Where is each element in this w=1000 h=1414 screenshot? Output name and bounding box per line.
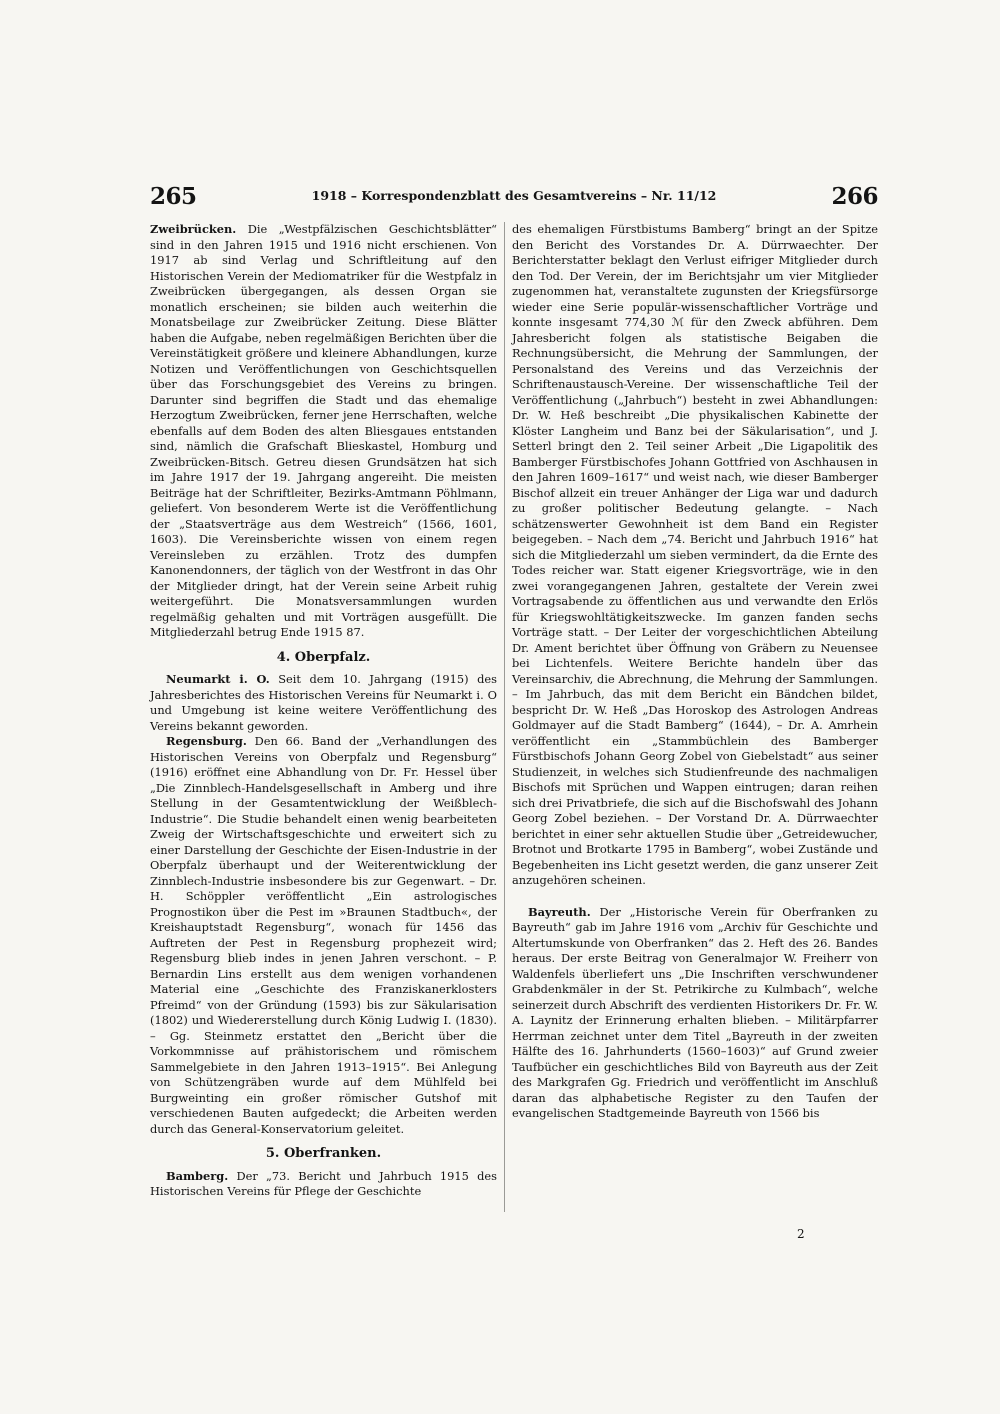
paragraph-regensburg	[150, 734, 497, 1137]
paragraph-zweibruecken	[150, 222, 497, 641]
place-heading: Regensburg.	[166, 734, 247, 748]
paragraph-text: des ehemaligen Fürstbistums Bamberg“ bringt an der Spitze den Bericht des Vorstandes Dr. A. Dürrwaechter. Der Berichterstatter beklagt den Verlust eifriger Mitglieder durch den Tod. Der Verein, der im Berichtsjahr um vier Mitglieder zugenommen hat, veranstaltete zugunsten der Kriegsfürsorge wieder eine Serie populär-wissenschaftlicher Vorträge und konnte insgesamt 774,30 ℳ für den Zweck abführen. Dem Jahresbericht folgen als statistische Beigaben die Rechnungsübersicht, die Mehrung der Sammlungen, der Personalstand des Vereins und das Verzeichnis der Schriftenaustausch-Vereine. Der wissenschaftliche Teil der Veröffentlichung („Jahrbuch“) besteht in zwei Abhandlungen: Dr. W. Heß beschreibt „Die physikalischen Kabinette der Klöster Langheim und Banz bei der Säkularisation“, und J. Setterl bringt den 2. Teil seiner Arbeit „Die Ligapolitik des Bamberger Fürstbischofes Johann Gottfried von Aschhausen in den Jahren 1609–1617“ und weist nach, wie dieser Bamberger Bischof allzeit ein treuer Anhänger der Liga war und dadurch zu großer politischer Bedeutung gelangte. – Nach schätzenswerter Gewohnheit ist dem Band ein Register beigegeben. – Nach dem „74. Bericht und Jahrbuch 1916“ hat sich die Mitgliederzahl um sieben vermindert, da die Ernte des Todes reicher war. Statt eigener Kriegsvorträge, wie in den zwei vorangegangenen Jahren, gestaltete der Verein zwei Vortragsabende zu öffentlichen aus und verwandte den Erlös für Kriegswohltätigkeitszwecke. Im ganzen fanden sechs Vorträge statt. – Der Leiter der vorgeschichtlichen Abteilung Dr. Ament berichtet über Öffnung von Gräbern zu Neuensee bei Lichtenfels. Weitere Berichte handeln über das Vereinsarchiv, die Abrechnung, die Mehrung der Sammlungen. – Im Jahrbuch, das mit dem Bericht ein Bändchen bildet, bespricht Dr. W. Heß „Das Horoskop des Astrologen Andreas Goldmayer auf die Stadt Bamberg“ (1644), – Dr. A. Amrhein veröffentlicht ein „Stammbüchlein des Bamberger Fürstbischofs Johann Georg Zobel von Giebelstadt“ aus seiner Studienzeit, in welches sich Studienfreunde des nachmaligen Bischofs mit Sprüchen und Wappen eintrugen; daran reihen sich drei Privatbriefe, die sich auf die Bischofswahl des Johann Georg Zobel beziehen. – Der Vorstand Dr. A. Dürrwaechter berichtet in einer sehr aktuellen Studie über „Getreidewucher, Brotnot und Brotkarte 1795 in Bamberg“, wobei Zustände und Begebenheiten ins Licht gesetzt werden, die ganz unserer Zeit anzugehören scheinen.	[512, 222, 878, 887]
paragraph-neumarkt	[150, 672, 497, 734]
page-number-right: 266	[831, 183, 878, 210]
paragraph-bamberg-continued	[512, 222, 878, 889]
page-number-left: 265	[150, 183, 197, 210]
paragraph-text: Seit dem 10. Jahrgang (1915) des Jahresberichtes des Historischen Vereins für Neumarkt i. O und Umgebung ist keine weitere Veröffentlichung des Vereins bekannt geworden.	[150, 672, 497, 733]
section-heading-oberfranken: 5. Oberfranken.	[265, 1146, 382, 1161]
paragraph-text: Die „Westpfälzischen Geschichtsblätter“ sind in den Jahren 1915 und 1916 nicht erschienen. Von 1917 ab sind Verlag und Schriftleitung auf den Historischen Verein der Mediomatriker für die Westpfalz in Zweibrücken übergegangen, als dessen Organ sie monatlich erscheinen; sie bilden auch weiterhin die Monatsbeilage zur Zweibrücker Zeitung. Diese Blätter haben die Aufgabe, neben regelmäßigen Berichten über die Vereinstätigkeit größere und kleinere Abhandlungen, kurze Notizen und Veröffentlichungen von Geschichtsquellen über das Forschungsgebiet des Vereins zu bringen. Darunter sind begriffen die Stadt und das ehemalige Herzogtum Zweibrücken, ferner jene Herrschaften, welche ebenfalls auf dem Boden des alten Bliesgaues entstanden sind, nämlich die Grafschaft Blieskastel, Homburg und Zweibrücken-Bitsch. Getreu diesen Grundsätzen hat sich im Jahre 1917 der 19. Jahrgang angereiht. Die meisten Beiträge hat der Schriftleiter, Bezirks-Amtmann Pöhlmann, geliefert. Von besonderem Werte ist die Veröffentlichung der „Staatsverträge aus dem Westreich“ (1566, 1601, 1603). Die Vereinsberichte wissen von einem regen Vereinsleben zu erzählen. Trotz des dumpfen Kanonendonners, der täglich von der Westfront in das Ohr der Mitglieder dringt, hat der Verein seine Arbeit ruhig weitergeführt. Die Monatsversammlungen wurden regelmäßig gehalten und mit Vorträgen ausgefüllt. Die Mitgliederzahl betrug Ende 1915 87.	[150, 222, 497, 639]
paragraph-text: Den 66. Band der „Verhandlungen des Historischen Vereins von Oberpfalz und Regensburg“ (1916) eröffnet eine Abhandlung von Dr. Fr. Hessel über „Die Zinnblech-Handelsgesellschaft in Amberg und ihre Stellung in der Gesamtentwicklung der Weißblech-Industrie“. Die Studie behandelt einen wenig bearbeiteten Zweig der Wirtschaftsgeschichte und erweitert sich zu einer Darstellung der Geschichte der Eisen-Industrie in der Oberpfalz überhaupt und der Weiterentwicklung der Zinnblech-Industrie insbesondere bis zur Gegenwart. – Dr. H. Schöppler veröffentlicht „Ein astrologisches Prognostikon über die Pest im »Braunen Stadtbuch«, der Kreishauptstadt Regensburg“, wonach für 1456 das Auftreten der Pest in Regensburg prophezeit wird; Regensburg blieb indes in jenen Jahren verschont. – P. Bernardin Lins erstellt aus dem wenigen vorhandenen Material eine „Geschichte des Franziskanerklosters Pfreimd“ von der Gründung (1593) bis zur Säkularisation (1802) und Wiedererstellung durch König Ludwig I. (1830). – Gg. Steinmetz erstattet den „Bericht über die Vorkommnisse auf prähistorischem und römischem Sammelgebiete in den Jahren 1913–1915“. Bei Anlegung von Schützengräben wurde auf dem Mühlfeld bei Burgweinting ein großer römischer Gutshof mit verschiedenen Bauten aufgedeckt; die Arbeiten werden durch das General-Konservatorium geleitet.	[150, 734, 497, 1136]
left-column	[150, 222, 497, 1198]
paragraph-text: Der „73. Bericht und Jahrbuch 1915 des Historischen Vereins für Pflege der Geschichte	[150, 1168, 497, 1198]
paragraph-bamberg	[150, 1169, 497, 1200]
paragraph-gap	[512, 889, 878, 905]
signature-mark: 2	[797, 1227, 805, 1241]
paragraph-bayreuth	[512, 905, 878, 1122]
place-heading: Bamberg.	[166, 1168, 229, 1183]
column-divider	[504, 222, 505, 1212]
place-heading: Neumarkt i. O.	[166, 672, 270, 686]
running-header	[150, 183, 878, 213]
right-column	[512, 222, 878, 1242]
place-heading: Bayreuth.	[528, 904, 591, 919]
paragraph-text: Der „Historische Verein für Oberfranken zu Bayreuth“ gab im Jahre 1916 vom „Archiv für Geschichte und Altertumskunde von Oberfranken“ das 2. Heft des 26. Bandes heraus. Der erste Beitrag von Generalmajor W. Freiherr von Waldenfels überliefert uns „Die Inschriften verschwundener Grabdenkmäler in der St. Petrikirche zu Kulmbach“, welche seinerzeit durch Abschrift des verdienten Historikers Dr. Fr. W. A. Laynitz der Erinnerung erhalten blieben. – Militärpfarrer Herrman zeichnet unter dem Titel „Bayreuth in der zweiten Hälfte des 16. Jahrhunderts (1560–1603)“ auf Grund zweier Taufbücher ein geschichtliches Bild von Bayreuth aus der Zeit des Markgrafen Gg. Friedrich und veröffentlicht im Anschluß daran das alphabetische Register zu den Taufen der evangelischen Stadtgemeinde Bayreuth von 1566 bis	[512, 904, 878, 1120]
header-title: 1918 – Korrespondenzblatt des Gesamtvereins – Nr. 11/12	[311, 188, 717, 203]
place-heading: Zweibrücken.	[150, 222, 237, 236]
section-heading-oberpfalz: 4. Oberpfalz.	[276, 649, 371, 665]
